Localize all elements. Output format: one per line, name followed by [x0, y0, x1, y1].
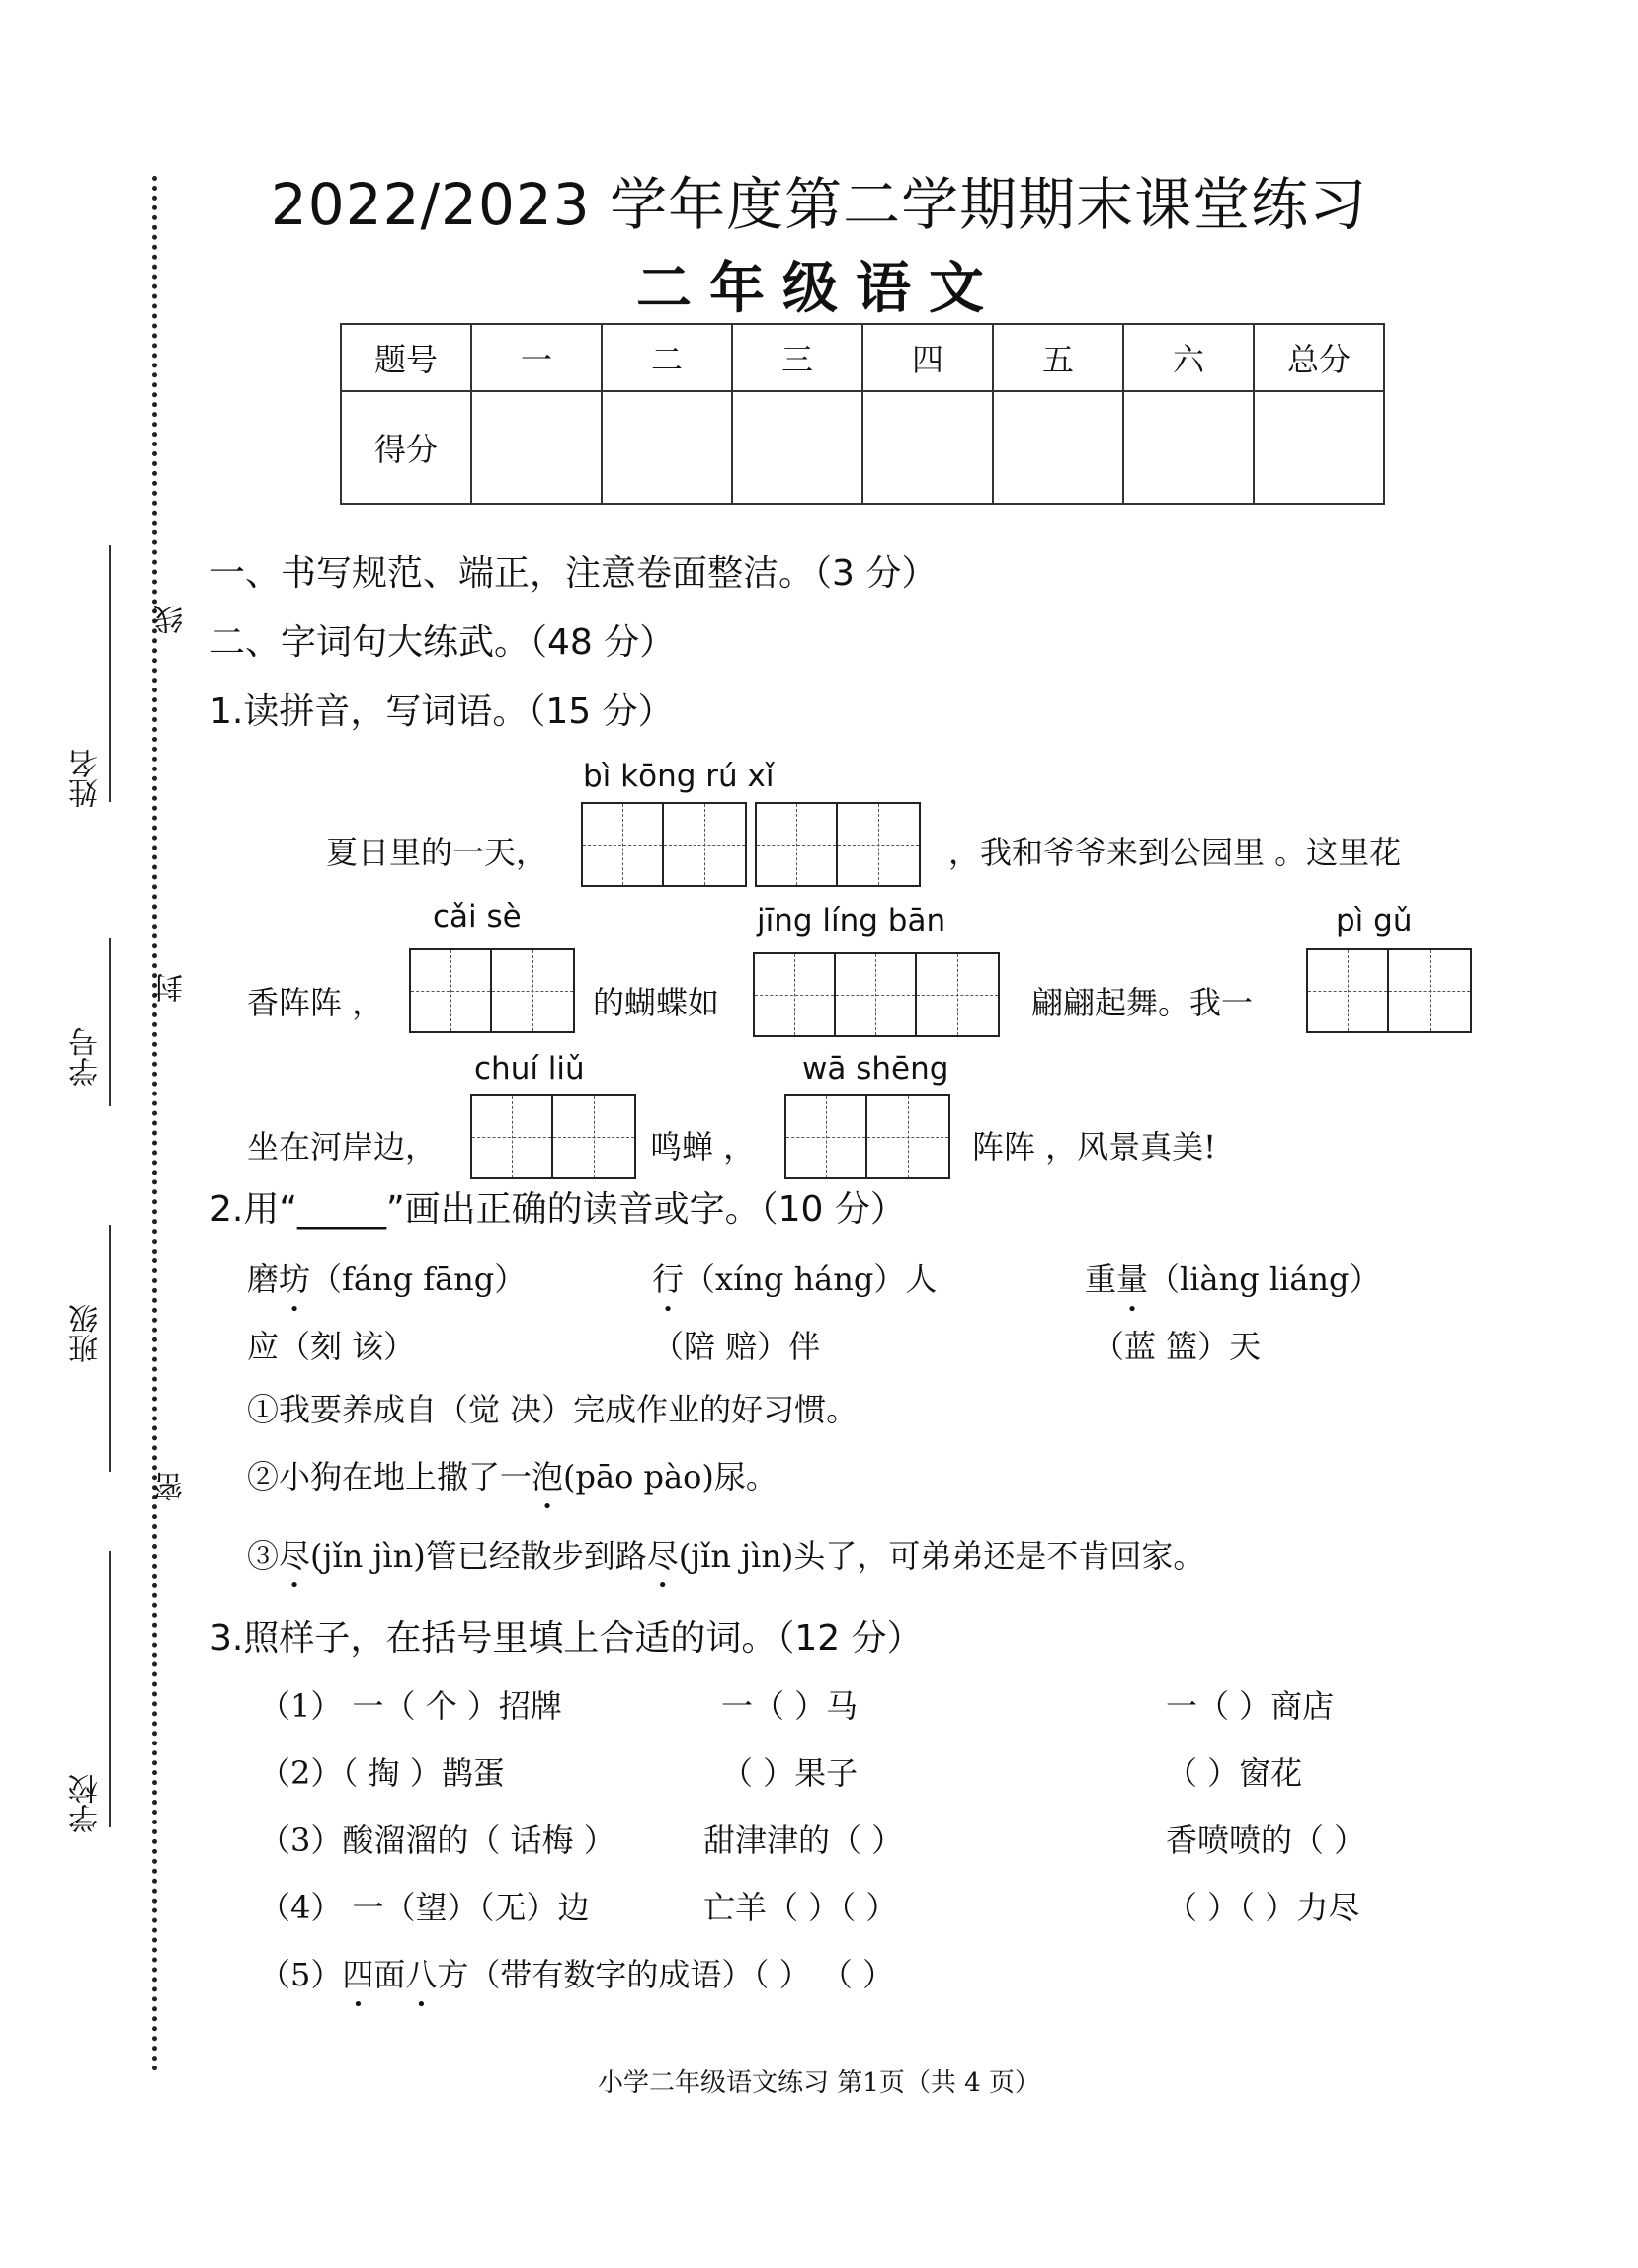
score-cell[interactable] — [602, 391, 732, 504]
pinyin-options[interactable]: （xíng háng）人 — [684, 1260, 938, 1298]
writing-grid[interactable] — [755, 802, 921, 887]
page-title: 2022/2023 学年度第二学期期末课堂练习 — [270, 171, 1368, 238]
q1-text: 翩翩起舞。我一 — [1031, 984, 1254, 1021]
pinyin-bikong-ruxi: bì kōng rú xǐ — [583, 759, 775, 794]
writing-grid[interactable] — [753, 952, 1000, 1037]
q1-text: 夏日里的一天， — [326, 834, 548, 871]
q1-text: 香阵阵 ， — [247, 984, 384, 1021]
pinyin-options[interactable]: （fáng fāng） — [310, 1260, 527, 1298]
pinyin-washeng: wā shēng — [802, 1051, 949, 1087]
grid-cell[interactable] — [1308, 950, 1389, 1031]
dotted-char: 泡 — [532, 1458, 564, 1496]
sentence-text: (jǐn jìn)管已经散步到路 — [310, 1537, 647, 1575]
score-row-label: 得分 — [341, 391, 471, 504]
score-row-label: 题号 — [341, 324, 471, 391]
score-col: 一 — [471, 324, 602, 391]
section-1-heading: 一、书写规范、端正，注意卷面整洁。（3 分） — [209, 553, 938, 594]
q2-item — [1085, 1255, 1381, 1300]
q1-text: 的蝴蝶如 — [593, 984, 720, 1021]
row-text[interactable]: 方（带有数字的成语）（ ） （ ） — [437, 1956, 894, 1993]
q2-sentence-3[interactable] — [247, 1531, 1204, 1577]
name-line — [109, 545, 111, 802]
q2-item[interactable]: （陪 赔）伴 — [652, 1328, 821, 1365]
q3-row-4-a: （4） 一（望）（无）边 — [259, 1889, 590, 1926]
section-2-heading: 二、字词句大练武。（48 分） — [209, 622, 676, 663]
q3-row-1-a: （1） 一（ 个 ）招牌 — [259, 1687, 562, 1725]
sentence-number: ③ — [247, 1537, 280, 1575]
grid-cell[interactable] — [757, 804, 838, 885]
grid-cell[interactable] — [867, 1096, 948, 1177]
dotted-char: 尽 — [646, 1537, 679, 1575]
writing-grid[interactable] — [1306, 948, 1472, 1033]
grid-cell[interactable] — [411, 950, 492, 1031]
score-col: 五 — [993, 324, 1123, 391]
question-3-heading: 3.照样子，在括号里填上合适的词。（12 分） — [209, 1618, 923, 1659]
question-1-heading: 1.读拼音，写词语。（15 分） — [209, 691, 674, 732]
grid-cell[interactable] — [917, 954, 998, 1035]
grid-cell[interactable] — [472, 1096, 553, 1177]
school-line — [109, 1551, 111, 1827]
q2-item[interactable]: 应（刻 该） — [247, 1328, 416, 1365]
pinyin-chuiliu: chuí liǔ — [474, 1051, 585, 1087]
q3-row-3-a: （3）酸溜溜的（ 话梅 ） — [259, 1822, 615, 1859]
score-cell[interactable] — [1254, 391, 1384, 504]
writing-grid[interactable] — [409, 948, 575, 1033]
dotted-char: 行 — [652, 1260, 685, 1298]
dotted-char: 坊 — [279, 1260, 311, 1298]
pinyin-caise: cǎi sè — [433, 899, 522, 934]
q3-row-5[interactable] — [259, 1950, 894, 1995]
q1-text: ，我和爷爷来到公园里 。这里花 — [948, 834, 1402, 871]
q2-sentence-1[interactable]: ①我要养成自（觉 决）完成作业的好习惯。 — [247, 1391, 859, 1428]
score-col: 六 — [1123, 324, 1254, 391]
id-line — [109, 938, 111, 1106]
q3-row-3-c[interactable]: 香喷喷的（ ） — [1166, 1822, 1366, 1859]
score-col: 总分 — [1254, 324, 1384, 391]
score-cell[interactable] — [862, 391, 993, 504]
name-label: 姓名 — [69, 749, 104, 808]
grid-cell[interactable] — [583, 804, 664, 885]
score-col: 四 — [862, 324, 993, 391]
dotted-char: 四 — [342, 1956, 374, 1993]
writing-grid[interactable] — [784, 1094, 950, 1179]
feng-label: 封 — [154, 973, 189, 1003]
char: 磨 — [247, 1260, 280, 1298]
grid-cell[interactable] — [664, 804, 745, 885]
pinyin-pigu: pì gǔ — [1336, 903, 1413, 938]
q3-row-2-a: （2）（ 掏 ）鹊蛋 — [259, 1754, 505, 1792]
q3-row-1-b[interactable]: 一（ ）马 — [721, 1687, 859, 1725]
binding-dotted-line — [152, 176, 157, 2072]
q3-row-3-b[interactable]: 甜津津的（ ） — [703, 1822, 904, 1859]
grid-cell[interactable] — [492, 950, 573, 1031]
grid-cell[interactable] — [553, 1096, 634, 1177]
dotted-char: 量 — [1116, 1260, 1149, 1298]
score-cell[interactable] — [1123, 391, 1254, 504]
score-cell[interactable] — [471, 391, 602, 504]
score-table — [340, 323, 1385, 505]
school-label: 学校 — [69, 1774, 104, 1833]
score-cell[interactable] — [993, 391, 1123, 504]
q3-row-4-b[interactable]: 亡羊（ ）（ ） — [703, 1889, 898, 1926]
class-line — [109, 1225, 111, 1472]
q1-text: 鸣蝉 ， — [650, 1128, 756, 1166]
q2-sentence-2[interactable] — [247, 1452, 778, 1498]
char: 重 — [1085, 1260, 1117, 1298]
q3-row-1-c[interactable]: 一（ ）商店 — [1166, 1687, 1335, 1725]
score-col: 三 — [732, 324, 862, 391]
sentence-text: (jǐn jìn)头了，可弟弟还是不肯回家。 — [678, 1537, 1205, 1575]
grid-cell[interactable] — [838, 804, 919, 885]
pinyin-options[interactable]: （liàng liáng） — [1148, 1260, 1381, 1298]
row-number: （5） — [259, 1956, 343, 1993]
writing-grid[interactable] — [470, 1094, 636, 1179]
score-cell[interactable] — [732, 391, 862, 504]
class-label: 班级 — [69, 1304, 104, 1363]
pinyin-options[interactable]: (pāo pào)尿。 — [563, 1458, 778, 1496]
grid-cell[interactable] — [786, 1096, 867, 1177]
grid-cell[interactable] — [755, 954, 836, 1035]
page-footer: 小学二年级语文练习 第1页（共 4 页） — [598, 2068, 1040, 2098]
q3-row-4-c[interactable]: （ ）（ ）力尽 — [1166, 1889, 1360, 1926]
q1-text: 坐在河岸边， — [247, 1128, 438, 1166]
page-subtitle: 二年级语文 — [636, 256, 1002, 321]
q2-item — [247, 1255, 526, 1300]
dotted-char: 尽 — [279, 1537, 311, 1575]
q3-row-2-c[interactable]: （ ）窗花 — [1166, 1754, 1303, 1792]
q1-text: 阵阵 ，风景真美! — [972, 1128, 1217, 1166]
sentence-text: ②小狗在地上撒了一 — [247, 1458, 532, 1496]
q3-row-2-b[interactable]: （ ）果子 — [721, 1754, 859, 1792]
mi-label: 密 — [154, 1472, 189, 1501]
grid-cell[interactable] — [1389, 950, 1470, 1031]
id-label: 学号 — [69, 1027, 104, 1087]
dotted-char: 八 — [405, 1956, 438, 1993]
score-col: 二 — [602, 324, 732, 391]
q2-item[interactable]: （蓝 篮）天 — [1093, 1328, 1262, 1365]
grid-cell[interactable] — [836, 954, 917, 1035]
pinyin-jinglingban: jīng líng bān — [757, 903, 946, 938]
question-2-heading: 2.用“_____”画出正确的读音或字。（10 分） — [209, 1189, 906, 1230]
q2-item — [652, 1255, 937, 1300]
char: 面 — [373, 1956, 406, 1993]
writing-grid[interactable] — [581, 802, 747, 887]
xian-label: 线 — [154, 605, 189, 634]
